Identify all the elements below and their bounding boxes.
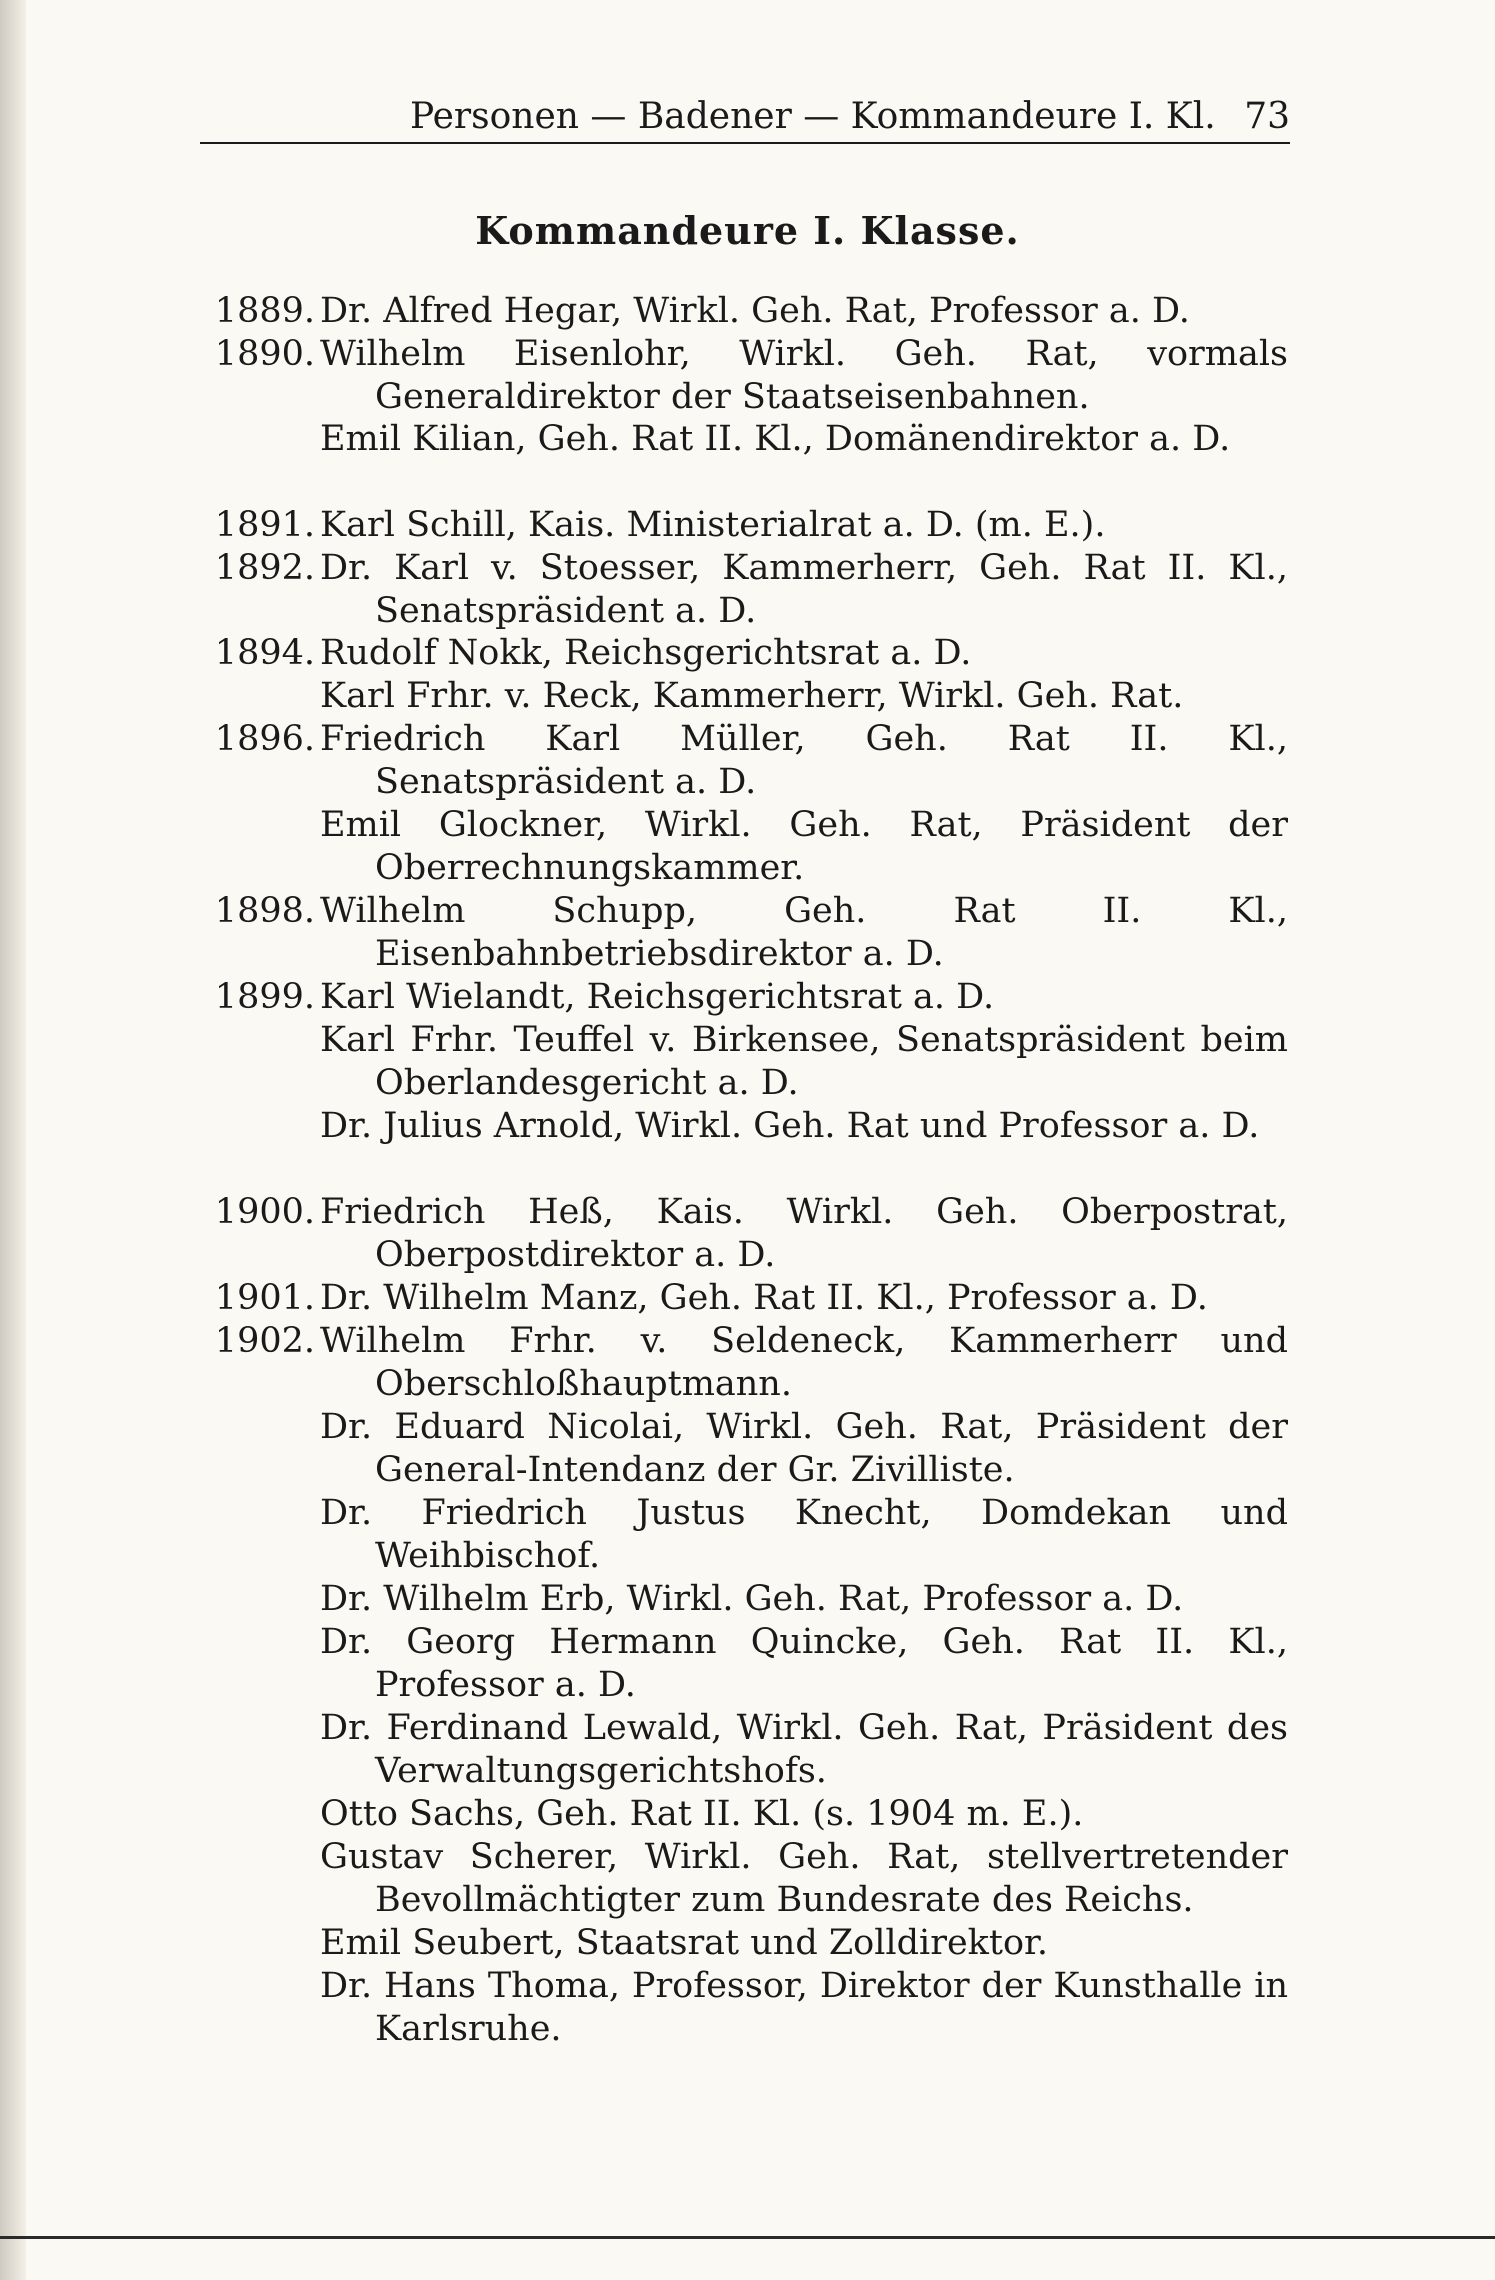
entry-year: 1901. — [214, 1278, 315, 1318]
entry-text: Friedrich Heß, Kais. Wirkl. Geh. Oberpostrat, Oberpostdirektor a. D. — [320, 1192, 1288, 1275]
entry-text: Wilhelm Schupp, Geh. Rat II. Kl., Eisenbahnbetriebsdirektor a. D. — [320, 891, 1288, 974]
page-number: 73 — [1244, 96, 1290, 137]
entry-text: Dr. Ferdinand Lewald, Wirkl. Geh. Rat, Präsident des Verwaltungsgerichtshofs. — [320, 1708, 1288, 1791]
entry-text: Dr. Friedrich Justus Knecht, Domdekan und Weihbischof. — [320, 1493, 1288, 1576]
entry-text: Dr. Karl v. Stoesser, Kammerherr, Geh. Rat II. Kl., Senatspräsident a. D. — [320, 548, 1288, 631]
entry-text: Dr. Wilhelm Erb, Wirkl. Geh. Rat, Professor a. D. — [320, 1579, 1184, 1619]
entry-year: 1890. — [214, 334, 315, 374]
running-title: Personen — Badener — Kommandeure I. Kl. — [410, 96, 1216, 137]
entry-text: Karl Frhr. v. Reck, Kammerherr, Wirkl. Geh. Rat. — [320, 676, 1184, 716]
entry-text: Karl Schill, Kais. Ministerialrat a. D. (m. E.). — [320, 505, 1106, 545]
entry-text: Wilhelm Frhr. v. Seldeneck, Kammerherr und Oberschloßhauptmann. — [320, 1321, 1288, 1404]
entry-year: 1894. — [214, 633, 315, 673]
entry-year: 1902. — [214, 1321, 315, 1361]
entry-text: Dr. Alfred Hegar, Wirkl. Geh. Rat, Professor a. D. — [320, 291, 1190, 331]
entry-text: Emil Kilian, Geh. Rat II. Kl., Domänendirektor a. D. — [320, 419, 1231, 459]
entry-text: Dr. Eduard Nicolai, Wirkl. Geh. Rat, Präsident der General-Intendanz der Gr. Zivilliste. — [320, 1407, 1288, 1490]
bottom-edge-rule — [0, 2236, 1495, 2239]
entry-text: Dr. Julius Arnold, Wirkl. Geh. Rat und Professor a. D. — [320, 1106, 1260, 1146]
entry-text: Friedrich Karl Müller, Geh. Rat II. Kl., Senatspräsident a. D. — [320, 719, 1288, 802]
section-title: Kommandeure I. Klasse. — [475, 208, 1020, 253]
entry-text: Dr. Hans Thoma, Professor, Direktor der Kunsthalle in Karlsruhe. — [320, 1966, 1288, 2049]
entry-year: 1891. — [214, 505, 315, 545]
entry-text: Emil Seubert, Staatsrat und Zolldirektor. — [320, 1923, 1049, 1963]
entry-text: Rudolf Nokk, Reichsgerichtsrat a. D. — [320, 633, 972, 673]
entry-text: Gustav Scherer, Wirkl. Geh. Rat, stellvertretender Bevollmächtigter zum Bundesrate des Reichs. — [320, 1837, 1288, 1920]
entry-year: 1892. — [214, 548, 315, 588]
entry-year: 1889. — [214, 291, 315, 331]
entry-text: Dr. Wilhelm Manz, Geh. Rat II. Kl., Professor a. D. — [320, 1278, 1208, 1318]
entry-year: 1899. — [214, 977, 315, 1017]
entry-year: 1896. — [214, 719, 315, 759]
entry-text: Wilhelm Eisenlohr, Wirkl. Geh. Rat, vormals Generaldirektor der Staatseisenbahnen. — [320, 334, 1288, 417]
entry-text: Karl Frhr. Teuffel v. Birkensee, Senatspräsident beim Oberlandesgericht a. D. — [320, 1020, 1288, 1103]
entry-text: Karl Wielandt, Reichsgerichtsrat a. D. — [320, 977, 995, 1017]
entry-year: 1898. — [214, 891, 315, 931]
entry-text: Dr. Georg Hermann Quincke, Geh. Rat II. Kl., Professor a. D. — [320, 1622, 1288, 1705]
entry-year: 1900. — [214, 1192, 315, 1232]
entry-text: Emil Glockner, Wirkl. Geh. Rat, Präsident der Oberrechnungskammer. — [320, 805, 1288, 888]
entry-text: Otto Sachs, Geh. Rat II. Kl. (s. 1904 m. E.). — [320, 1794, 1084, 1834]
